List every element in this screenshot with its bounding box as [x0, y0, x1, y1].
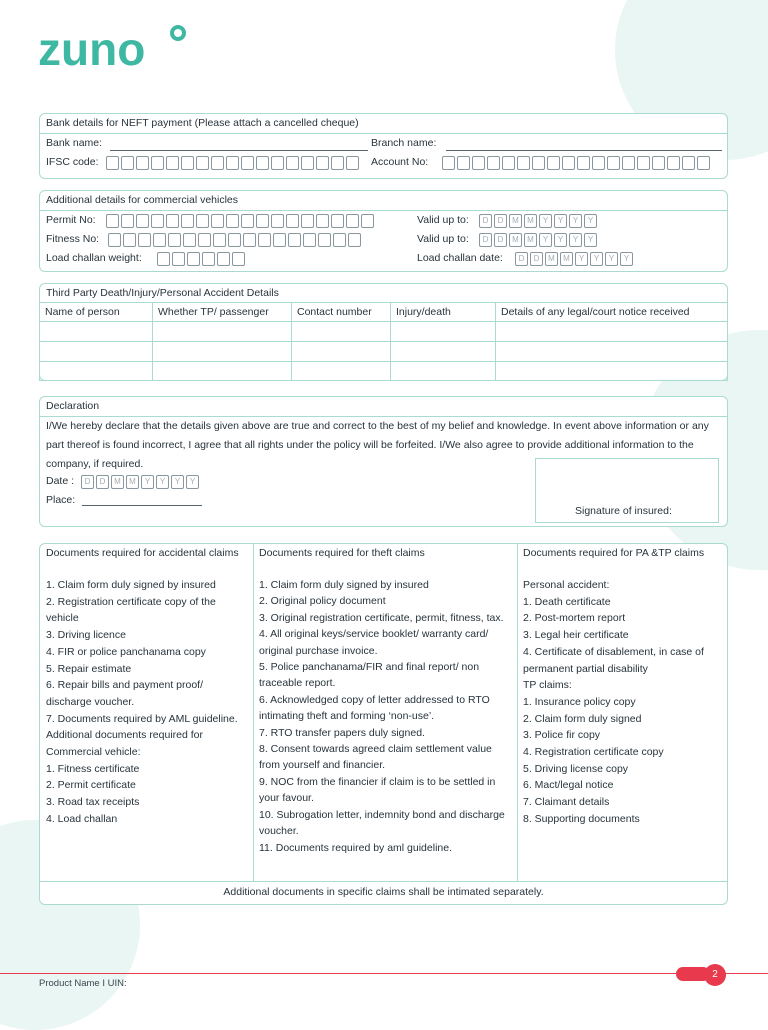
- char-box: [213, 233, 226, 247]
- pa-tp-claims-column: [517, 544, 728, 873]
- char-box: [196, 214, 209, 228]
- char-box: [226, 214, 239, 228]
- table-cell[interactable]: [391, 362, 496, 381]
- date-char-box: Y: [554, 233, 567, 247]
- char-box: [181, 156, 194, 170]
- declaration-title: Declaration: [46, 400, 100, 412]
- char-box: [318, 233, 331, 247]
- table-cell[interactable]: [153, 362, 292, 381]
- char-box: [697, 156, 710, 170]
- char-box: [166, 156, 179, 170]
- ifsc-code-boxes[interactable]: [106, 156, 361, 170]
- commercial-vehicle-title: Additional details for commercial vehicles: [46, 194, 238, 206]
- char-box: [196, 156, 209, 170]
- table-header: Whether TP/ passenger: [153, 303, 292, 322]
- list-item: 3. Road tax receipts: [46, 796, 140, 809]
- pa-tp-claims-title: Documents required for PA &TP claims: [523, 547, 705, 559]
- list-item: 4. Load challan: [46, 812, 118, 825]
- date-char-box: D: [479, 233, 492, 247]
- char-box: [258, 233, 271, 247]
- table-cell[interactable]: [40, 362, 153, 381]
- list-item: Personal accident:: [523, 579, 610, 591]
- char-box: [106, 156, 119, 170]
- list-item: 6. Acknowledged copy of letter addressed to RTO intimating theft and forming ‘non-use’.: [259, 693, 490, 723]
- table-header: Contact number: [292, 303, 391, 322]
- char-box: [121, 156, 134, 170]
- char-box: [153, 233, 166, 247]
- list-item: 4. FIR or police panchanama copy: [46, 645, 206, 658]
- table-cell[interactable]: [292, 362, 391, 381]
- char-box: [241, 156, 254, 170]
- date-char-box: M: [509, 214, 522, 228]
- char-box: [243, 233, 256, 247]
- date-char-box: M: [126, 475, 139, 489]
- load-challan-weight-boxes[interactable]: [157, 252, 247, 266]
- load-challan-date-boxes[interactable]: [515, 252, 635, 266]
- char-box: [273, 233, 286, 247]
- char-box: [301, 156, 314, 170]
- list-item: 9. NOC from the financier if claim is to be settled in your favour.: [259, 775, 496, 805]
- date-char-box: Y: [171, 475, 184, 489]
- date-char-box: Y: [554, 214, 567, 228]
- char-box: [151, 214, 164, 228]
- list-item: 2. Claim form duly signed: [523, 712, 642, 725]
- permit-no-label: Permit No:: [46, 214, 96, 226]
- valid-up-to-label-2: Valid up to:: [417, 233, 469, 245]
- char-box: [226, 156, 239, 170]
- date-char-box: D: [96, 475, 109, 489]
- char-box: [271, 214, 284, 228]
- table-cell[interactable]: [496, 322, 728, 342]
- theft-claims-title: Documents required for theft claims: [259, 547, 425, 559]
- date-char-box: M: [545, 252, 558, 266]
- list-item: 7. RTO transfer papers duly signed.: [259, 726, 425, 739]
- date-char-box: M: [560, 252, 573, 266]
- char-box: [202, 252, 215, 266]
- table-header: Injury/death: [391, 303, 496, 322]
- third-party-table: [39, 302, 728, 381]
- declaration-place-field[interactable]: [82, 505, 202, 506]
- char-box: [241, 214, 254, 228]
- char-box: [562, 156, 575, 170]
- table-cell[interactable]: [292, 342, 391, 362]
- list-item: Additional documents required for Commercial vehicle:: [46, 729, 204, 759]
- char-box: [301, 214, 314, 228]
- list-item: 10. Subrogation letter, indemnity bond and discharge voucher.: [259, 808, 505, 838]
- logo-text: zuno: [38, 23, 146, 72]
- list-item: 5. Repair estimate: [46, 662, 132, 675]
- list-item: 8. Consent towards agreed claim settlement value from yourself and financier.: [259, 743, 492, 772]
- char-box: [232, 252, 245, 266]
- date-char-box: Y: [539, 233, 552, 247]
- char-box: [187, 252, 200, 266]
- permit-valid-date-boxes[interactable]: [479, 214, 599, 228]
- pa-tp-claims-list: [517, 574, 728, 828]
- date-char-box: M: [509, 233, 522, 247]
- char-box: [472, 156, 485, 170]
- theft-claims-column: [253, 544, 517, 873]
- list-item: 2. Post-mortem report: [523, 612, 626, 625]
- section-divider: [40, 210, 727, 211]
- date-char-box: Y: [186, 475, 199, 489]
- char-box: [502, 156, 515, 170]
- char-box: [348, 233, 361, 247]
- char-box: [316, 214, 329, 228]
- valid-up-to-label: Valid up to:: [417, 214, 469, 226]
- bank-details-title: Bank details for NEFT payment (Please attach a cancelled cheque): [46, 117, 359, 129]
- char-box: [136, 156, 149, 170]
- char-box: [157, 252, 170, 266]
- date-char-box: Y: [569, 214, 582, 228]
- char-box: [331, 156, 344, 170]
- third-party-title: Third Party Death/Injury/Personal Accident Details: [46, 287, 279, 299]
- char-box: [211, 156, 224, 170]
- date-char-box: D: [530, 252, 543, 266]
- list-item: 1. Fitness certificate: [46, 762, 140, 775]
- list-item: 1. Death certificate: [523, 595, 611, 608]
- table-row: [40, 362, 728, 381]
- table-row: [40, 322, 728, 342]
- char-box: [138, 233, 151, 247]
- account-no-label: Account No:: [371, 156, 429, 168]
- section-divider: [40, 881, 727, 882]
- list-item: 3. Legal heir certificate: [523, 629, 629, 642]
- branch-name-label: Branch name:: [371, 137, 437, 149]
- date-char-box: Y: [156, 475, 169, 489]
- list-item: 11. Documents required by aml guideline.: [259, 841, 452, 854]
- table-cell[interactable]: [40, 322, 153, 342]
- char-box: [346, 156, 359, 170]
- char-box: [577, 156, 590, 170]
- list-item: 4. Registration certificate copy: [523, 746, 664, 759]
- table-cell[interactable]: [40, 342, 153, 362]
- list-item: 7. Claimant details: [523, 796, 610, 809]
- table-cell[interactable]: [292, 322, 391, 342]
- char-box: [168, 233, 181, 247]
- list-item: 4. All original keys/service booklet/ warranty card/ original purchase invoice.: [259, 628, 489, 657]
- list-item: 6. Repair bills and payment proof/ discharge voucher.: [46, 679, 204, 708]
- date-char-box: Y: [620, 252, 633, 266]
- char-box: [151, 156, 164, 170]
- commercial-vehicle-section: [39, 190, 728, 272]
- char-box: [217, 252, 230, 266]
- date-char-box: Y: [575, 252, 588, 266]
- char-box: [331, 214, 344, 228]
- zuno-logo: [38, 22, 188, 77]
- date-char-box: Y: [539, 214, 552, 228]
- list-item: 3. Police fir copy: [523, 729, 601, 742]
- fitness-no-boxes[interactable]: [108, 233, 363, 247]
- table-cell[interactable]: [391, 322, 496, 342]
- table-cell[interactable]: [496, 362, 728, 381]
- char-box: [652, 156, 665, 170]
- char-box: [288, 233, 301, 247]
- documents-section: [39, 543, 728, 905]
- char-box: [622, 156, 635, 170]
- footer-product-uin: Product Name I UIN:: [39, 978, 127, 989]
- char-box: [136, 214, 149, 228]
- list-item: TP claims:: [523, 679, 572, 692]
- bank-name-field[interactable]: [110, 150, 368, 151]
- date-char-box: D: [81, 475, 94, 489]
- char-box: [303, 233, 316, 247]
- char-box: [532, 156, 545, 170]
- char-box: [228, 233, 241, 247]
- char-box: [183, 233, 196, 247]
- fitness-valid-date-boxes[interactable]: [479, 233, 599, 247]
- date-char-box: Y: [584, 233, 597, 247]
- char-box: [316, 156, 329, 170]
- date-char-box: Y: [569, 233, 582, 247]
- char-box: [121, 214, 134, 228]
- list-item: 5. Police panchanama/FIR and final report/ non traceable report.: [259, 661, 480, 690]
- char-box: [106, 214, 119, 228]
- date-char-box: D: [479, 214, 492, 228]
- list-item: 8. Supporting documents: [523, 812, 640, 825]
- char-box: [592, 156, 605, 170]
- account-no-boxes[interactable]: [442, 156, 712, 170]
- date-char-box: D: [494, 233, 507, 247]
- table-cell[interactable]: [496, 342, 728, 362]
- list-item: 1. Claim form duly signed by insured: [46, 579, 216, 591]
- list-item: 2. Original policy document: [259, 595, 386, 608]
- page-number: 2: [704, 964, 726, 986]
- declaration-date-boxes[interactable]: [81, 475, 201, 489]
- char-box: [442, 156, 455, 170]
- char-box: [166, 214, 179, 228]
- date-char-box: D: [494, 214, 507, 228]
- char-box: [346, 214, 359, 228]
- declaration-text: I/We hereby declare that the details given above are true and correct to the best of my belief and knowledge. In event above information or any part thereof is found incorrect, I agree that all rights under the policy will be forfeited. I/We also agree to provide additional information to the company, if required.: [46, 420, 709, 470]
- char-box: [487, 156, 500, 170]
- additional-documents-note: Additional documents in specific claims shall be intimated separately.: [223, 886, 544, 898]
- date-char-box: Y: [141, 475, 154, 489]
- declaration-date-label: Date :: [46, 475, 75, 487]
- bank-name-label: Bank name:: [46, 137, 103, 149]
- char-box: [637, 156, 650, 170]
- list-item: 2. Permit certificate: [46, 779, 136, 792]
- list-item: 7. Documents required by AML guideline.: [46, 712, 238, 725]
- date-char-box: Y: [584, 214, 597, 228]
- list-item: 3. Driving licence: [46, 629, 126, 642]
- char-box: [256, 214, 269, 228]
- load-challan-weight-label: Load challan weight:: [46, 252, 142, 264]
- char-box: [172, 252, 185, 266]
- char-box: [286, 156, 299, 170]
- accidental-claims-list: [40, 574, 253, 828]
- third-party-section: [39, 283, 728, 381]
- char-box: [667, 156, 680, 170]
- date-char-box: D: [515, 252, 528, 266]
- accidental-claims-title: Documents required for accidental claims: [46, 547, 239, 559]
- table-cell[interactable]: [153, 342, 292, 362]
- bank-details-section: [39, 113, 728, 179]
- char-box: [361, 214, 374, 228]
- char-box: [547, 156, 560, 170]
- logo-dot-icon: [172, 27, 184, 39]
- load-challan-date-label: Load challan date:: [417, 252, 503, 264]
- char-box: [108, 233, 121, 247]
- branch-name-field[interactable]: [446, 150, 722, 151]
- signature-box[interactable]: [535, 458, 719, 523]
- accidental-claims-column: [40, 544, 253, 873]
- char-box: [181, 214, 194, 228]
- date-char-box: M: [524, 214, 537, 228]
- char-box: [211, 214, 224, 228]
- date-char-box: M: [111, 475, 124, 489]
- list-item: 3. Original registration certificate, permit, fitness, tax.: [259, 611, 504, 624]
- char-box: [198, 233, 211, 247]
- table-header: Details of any legal/court notice received: [496, 303, 728, 322]
- declaration-place-label: Place:: [46, 494, 76, 506]
- table-cell[interactable]: [391, 342, 496, 362]
- signature-label: Signature of insured:: [575, 505, 672, 517]
- char-box: [607, 156, 620, 170]
- char-box: [333, 233, 346, 247]
- char-box: [123, 233, 136, 247]
- list-item: 2. Registration certificate copy of the vehicle: [46, 595, 216, 625]
- list-item: 6. Mact/legal notice: [523, 779, 614, 792]
- zuno-logo-mark: [38, 22, 188, 72]
- table-cell[interactable]: [153, 322, 292, 342]
- char-box: [271, 156, 284, 170]
- section-divider: [40, 133, 727, 134]
- list-item: 1. Insurance policy copy: [523, 695, 636, 708]
- char-box: [457, 156, 470, 170]
- char-box: [517, 156, 530, 170]
- table-row: [40, 342, 728, 362]
- permit-no-boxes[interactable]: [106, 214, 376, 228]
- theft-claims-list: [253, 574, 517, 856]
- date-char-box: M: [524, 233, 537, 247]
- date-char-box: Y: [590, 252, 603, 266]
- date-char-box: Y: [605, 252, 618, 266]
- ifsc-code-label: IFSC code:: [46, 156, 99, 168]
- list-item: 5. Driving license copy: [523, 762, 629, 775]
- declaration-section: [39, 396, 728, 527]
- char-box: [682, 156, 695, 170]
- footer-divider: [0, 973, 768, 974]
- table-header: Name of person: [40, 303, 153, 322]
- char-box: [256, 156, 269, 170]
- fitness-no-label: Fitness No:: [46, 233, 100, 245]
- list-item: 4. Certificate of disablement, in case of permanent partial disability: [523, 645, 704, 675]
- char-box: [286, 214, 299, 228]
- list-item: 1. Claim form duly signed by insured: [259, 579, 429, 591]
